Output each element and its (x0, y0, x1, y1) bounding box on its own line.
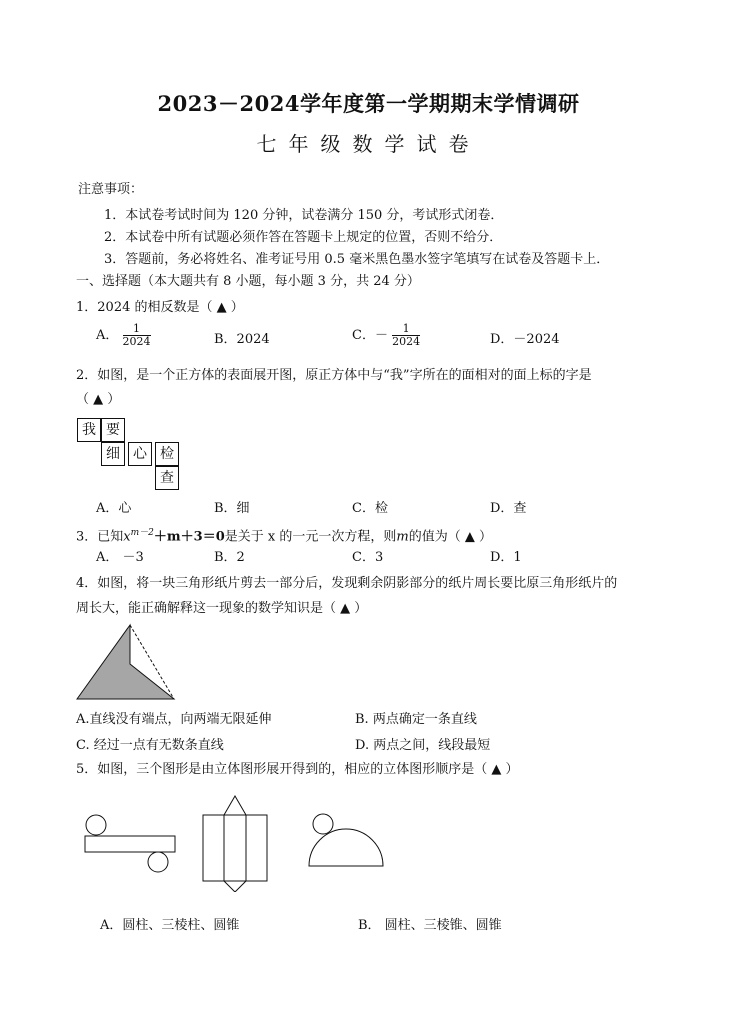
remaining-shaded-paper (77, 625, 174, 699)
note-item-2: 2．本试卷中所有试题必须作答在答题卡上规定的位置，否则不给分． (104, 230, 503, 245)
q1-option-d: D．－2024 (490, 332, 560, 347)
q2-option-d: D．查 (490, 501, 527, 516)
q2-option-a: A．心 (96, 501, 132, 516)
q5-option-b: B． 圆柱、三棱锥、圆锥 (358, 918, 502, 933)
note-item-1: 1．本试卷考试时间为 120 分钟，试卷满分 150 分，考试形式闭卷． (104, 208, 504, 223)
net-cell-xi: 细 (101, 442, 125, 466)
q1-stem: 1．2024 的相反数是（ ▲ ） (76, 300, 244, 315)
q2-mark: （ ▲ ） (76, 392, 121, 407)
section-heading: 一、选择题（本大题共有 8 小题，每小题 3 分，共 24 分） (76, 274, 420, 289)
net-cell-cha: 查 (155, 466, 179, 490)
notes-heading: 注意事项： (78, 182, 144, 197)
net-figures (78, 792, 478, 892)
net-cell-xin: 心 (128, 442, 152, 466)
q4-stem-line1: 4．如图，将一块三角形纸片剪去一部分后，发现剩余阴影部分的纸片周长要比原三角形纸片的 (76, 576, 618, 591)
q4-option-c: C. 经过一点有无数条直线 (76, 738, 224, 753)
exam-subtitle: 七年级数学试卷 (256, 132, 481, 156)
net-cell-yao: 要 (101, 418, 125, 442)
q1-a-fraction: $\frac{1}{2024}$ (122, 322, 151, 348)
cylinder-net (85, 815, 175, 872)
note-item-3: 3．答题前，务必将姓名、准考证号用 0.5 毫米黑色墨水签字笔填写在试卷及答题卡上． (104, 252, 610, 267)
triangular-prism-net (203, 796, 267, 892)
q3-option-b: B．2 (214, 550, 245, 565)
q4-option-a: A.直线没有端点，向两端无限延伸 (76, 712, 272, 727)
q1-option-a: A． $\frac{1}{2024}$ (96, 322, 151, 348)
q2-option-b: B．细 (214, 501, 250, 516)
q2-stem: 2．如图，是一个正方体的表面展开图，原正方体中与“我”字所在的面相对的面上标的字是 (76, 368, 592, 383)
cone-net (309, 814, 383, 866)
q3-option-c: C．3 (352, 550, 384, 565)
q4-option-d: D. 两点之间，线段最短 (355, 738, 491, 753)
q2-option-c: C．检 (352, 501, 388, 516)
q1-option-b: B．2024 (214, 332, 270, 347)
net-cell-wo: 我 (77, 418, 101, 442)
net-cell-jian: 检 (155, 442, 179, 466)
q4-stem-line2: 周长大，能正确解释这一现象的数学知识是（ ▲ ） (76, 601, 368, 616)
q5-stem: 5．如图，三个图形是由立体图形展开得到的，相应的立体图形顺序是（ ▲ ） (76, 762, 519, 777)
q1-c-fraction: $\frac{1}{2024}$ (392, 322, 421, 348)
q3-stem: 3．已知$x^{m-2}+m+3=0$是关于 x 的一元一次方程，则m的值为（ ▲ ） (76, 528, 492, 545)
exam-title: 2023－2024学年度第一学期期末学情调研 (157, 91, 580, 116)
q3-option-a: A． －3 (96, 550, 144, 565)
q4-option-b: B. 两点确定一条直线 (355, 712, 477, 727)
q3-option-d: D．1 (490, 550, 522, 565)
cut-triangle-figure (74, 622, 180, 702)
q1-option-c: C．－ $\frac{1}{2024}$ (352, 322, 421, 348)
q5-option-a: A．圆柱、三棱柱、圆锥 (100, 918, 240, 933)
